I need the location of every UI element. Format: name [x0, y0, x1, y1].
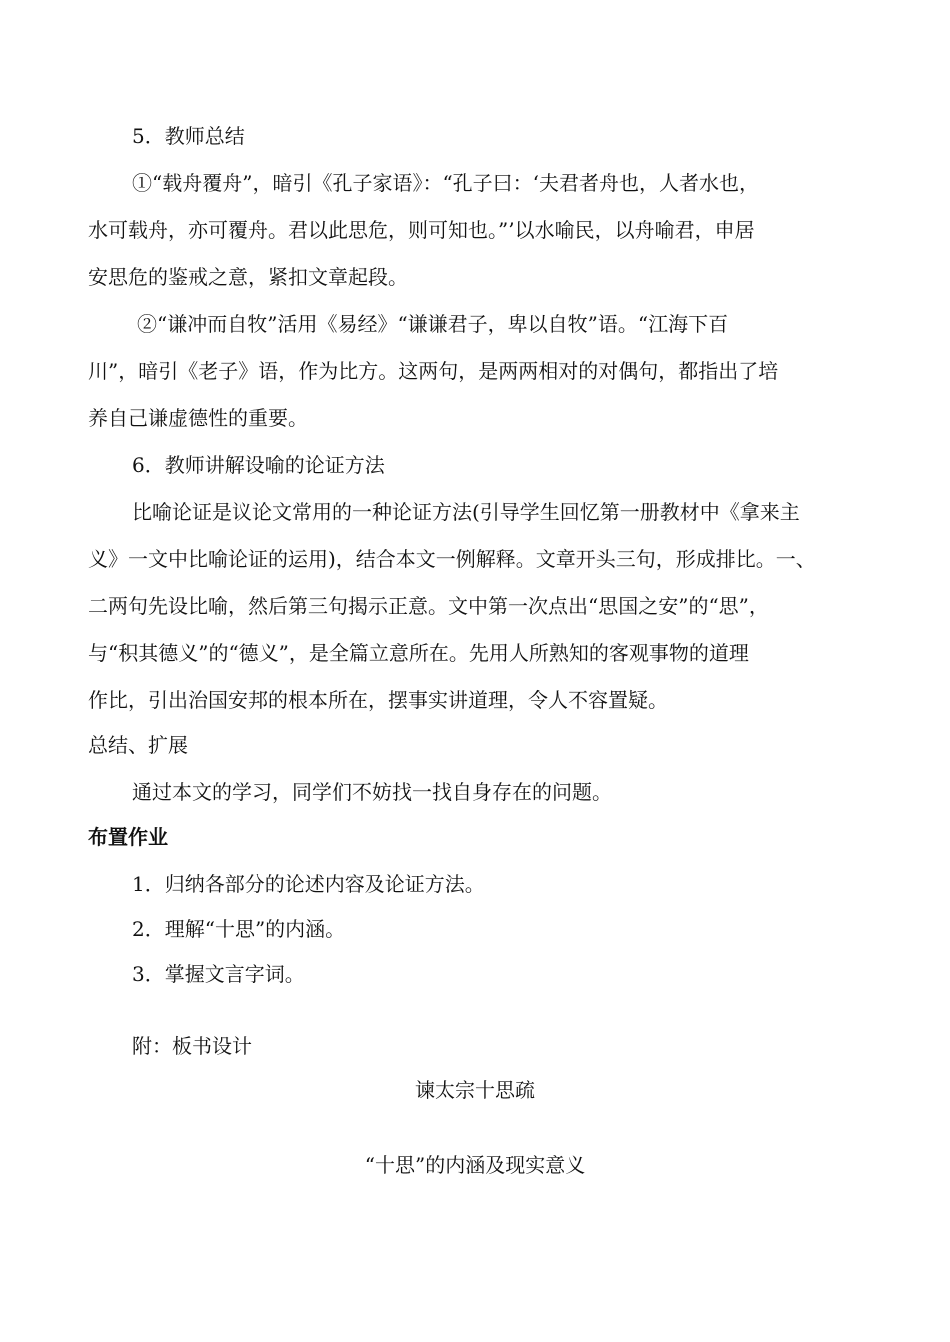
- paragraph-line: 养自己谦虚德性的重要。: [88, 406, 308, 430]
- paragraph-line: ②“谦冲而自牧”活用《易经》“谦谦君子，卑以自牧”语。“江海下百: [137, 312, 729, 336]
- homework-item: 3．掌握文言字词。: [132, 962, 305, 986]
- heading-metaphor-method: 6．教师讲解设喻的论证方法: [132, 453, 385, 477]
- heading-homework: 布置作业: [88, 825, 168, 849]
- paragraph-line: 安思危的鉴戒之意，紧扣文章起段。: [88, 265, 408, 289]
- paragraph-line: 川”，暗引《老子》语，作为比方。这两句，是两两相对的对偶句，都指出了培: [88, 359, 779, 383]
- homework-item: 1．归纳各部分的论述内容及论证方法。: [132, 872, 485, 896]
- paragraph-line: 作比，引出治国安邦的根本所在，摆事实讲道理，令人不容置疑。: [88, 688, 668, 712]
- heading-teacher-summary: 5．教师总结: [132, 124, 245, 148]
- heading-summary-extension: 总结、扩展: [88, 733, 188, 757]
- homework-item: 2．理解“十思”的内涵。: [132, 917, 346, 941]
- paragraph-line: ①“载舟覆舟”，暗引《孔子家语》：“孔子曰：‘夫君者舟也，人者水也，: [132, 171, 760, 195]
- appendix-label: 附：板书设计: [132, 1034, 252, 1058]
- board-title: 谏太宗十思疏: [415, 1078, 535, 1102]
- board-subtitle: “十思”的内涵及现实意义: [364, 1153, 586, 1177]
- paragraph-line: 通过本文的学习，同学们不妨找一找自身存在的问题。: [132, 780, 612, 804]
- paragraph-line: 与“积其德义”的“德义”，是全篇立意所在。先用人所熟知的客观事物的道理: [88, 641, 749, 665]
- paragraph-line: 二两句先设比喻，然后第三句揭示正意。文中第一次点出“思国之安”的“思”，: [88, 594, 769, 618]
- paragraph-line: 比喻论证是议论文常用的一种论证方法(引导学生回忆第一册教材中《拿来主: [132, 500, 800, 524]
- paragraph-line: 义》一文中比喻论证的运用)，结合本文一例解释。文章开头三句，形成排比。一、: [88, 547, 816, 571]
- paragraph-line: 水可载舟，亦可覆舟。君以此思危，则可知也。”’以水喻民，以舟喻君，申居: [88, 218, 755, 242]
